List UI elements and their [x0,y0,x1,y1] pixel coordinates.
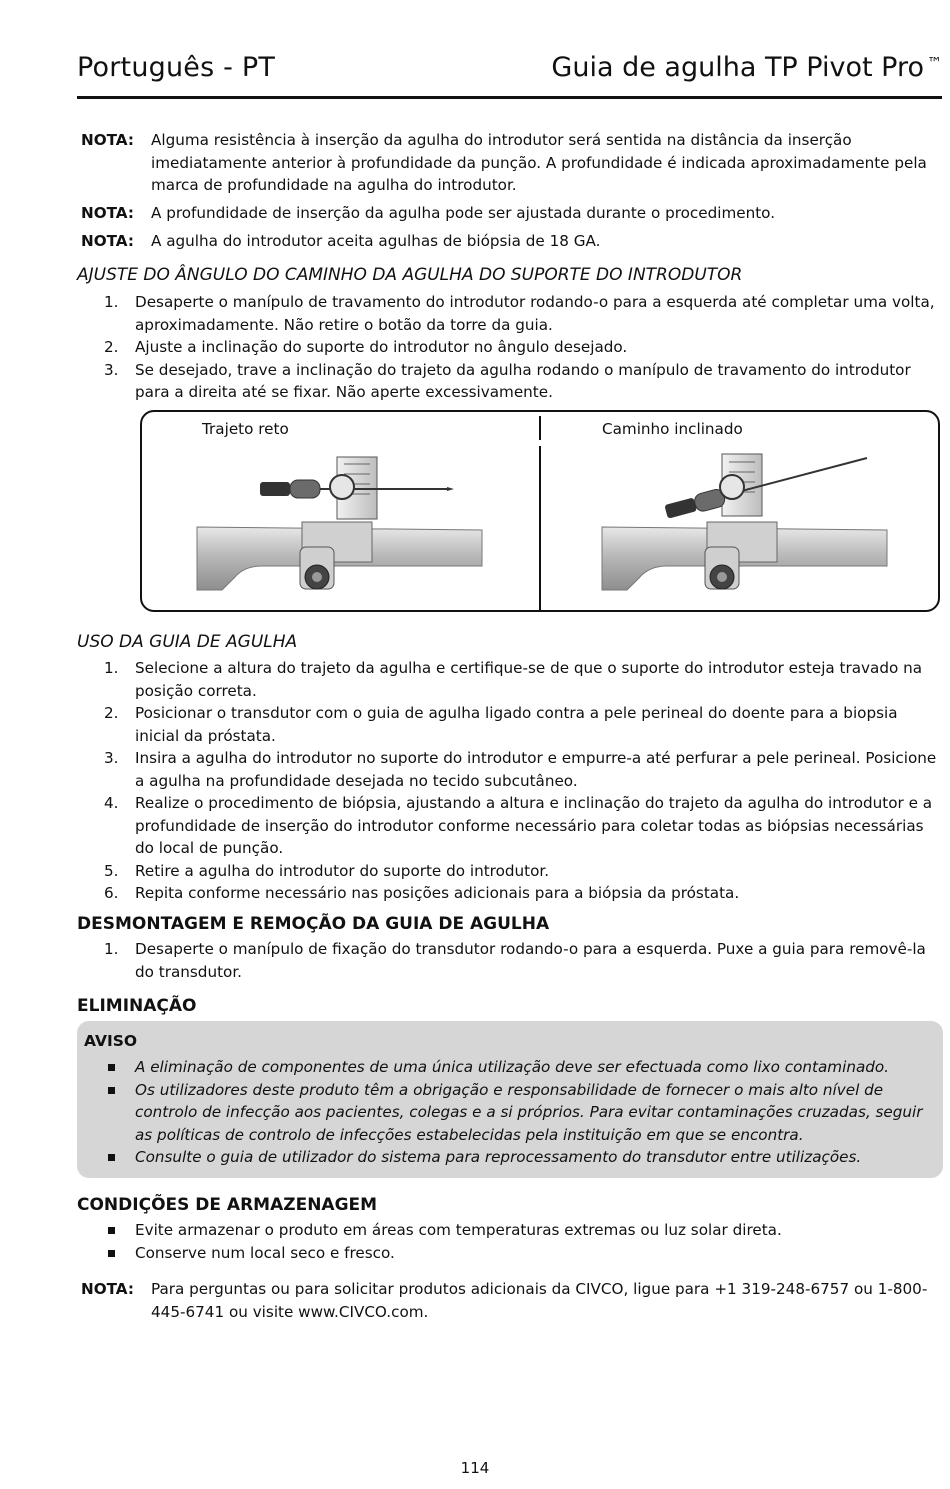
section-heading-removal: DESMONTAGEM E REMOÇÃO DA GUIA DE AGULHA [77,914,550,934]
header-title [551,52,942,83]
bullet-square-icon [108,1064,115,1071]
list-item: Evite armazenar o produto em áreas com temperaturas extremas ou luz solar direta. [106,1219,940,1242]
figure-divider-top [539,416,541,440]
list-item: 3. Se desejado, trave a inclinação do trajeto da agulha rodando o manípulo de travamento do introdutor para a direita até se fixar. Não aperte excessivamente. [104,360,911,401]
note-label: NOTA: [81,232,134,250]
use-steps [104,657,944,905]
bullet-square-icon [108,1154,115,1161]
note-contact [81,1278,940,1323]
bullet-square-icon [108,1227,115,1234]
list-item: Conserve num local seco e fresco. [106,1242,940,1265]
list-item: Consulte o guia de utilizador do sistema para reprocessamento do transdutor entre utilizações. [106,1146,940,1169]
straight-path-illustration [192,442,492,610]
angle-steps [104,291,944,404]
note-label: NOTA: [81,1280,134,1298]
list-item: Os utilizadores deste produto têm a obrigação e responsabilidade de fornecer o mais alto nível de controlo de infecção aos pacientes, colegas e a si próprios. Para evitar contaminações cruzadas, seguir as políticas de controlo de infecções estabelecidas pela instituição em que se encontra. [106,1079,940,1147]
list-item: 2. Posicionar o transdutor com o guia de agulha ligado contra a pele perineal do doente para a biopsia inicial da próstata. [104,704,898,745]
list-item: 1. Selecione a altura do trajeto da agulha e certifique-se de que o suporte do introdutor esteja travado na posição correta. [104,659,923,700]
figure-label-angled: Caminho inclinado [602,420,743,438]
note-text: Para perguntas ou para solicitar produtos adicionais da CIVCO, ligue para +1 319-248-6757 ou 1-800-445-6741 ou visite www.CIVCO.com. [151,1280,928,1321]
section-heading-storage: CONDIÇÕES DE ARMAZENAGEM [77,1195,378,1215]
warning-bullets [106,1056,940,1169]
list-item: A eliminação de componentes de uma única utilização deve ser efectuada como lixo contaminado. [106,1056,940,1079]
trademark-symbol: ™ [927,54,942,72]
bullet-square-icon [108,1250,115,1257]
note-text: Alguma resistência à inserção da agulha do introdutor será sentida na distância da inserção imediatamente anterior à profundidade da punção. A profundidade é indicada aproximadamente pela marca de profundidade na agulha do introdutor. [151,131,927,194]
list-item: 2. Ajuste a inclinação do suporte do introdutor no ângulo desejado. [104,338,628,356]
header-rule [77,96,942,99]
note-resistance [81,129,940,197]
list-item: 5. Retire a agulha do introdutor do suporte do introdutor. [104,861,550,880]
document-title: Guia de agulha TP Pivot Pro [551,52,924,83]
note-text: A agulha do introdutor aceita agulhas de biópsia de 18 GA. [151,232,601,250]
note-text: A profundidade de inserção da agulha pode ser ajustada durante o procedimento. [151,204,776,222]
list-item: 1. Desaperte o manípulo de travamento do introdutor rodando-o para a esquerda até completar uma volta, aproximadamente. Não retire o botão da torre da guia. [104,293,935,334]
needle-path-figure [140,410,940,612]
removal-steps [104,938,944,983]
header-language: Português - PT [77,52,276,83]
figure-label-straight: Trajeto reto [202,420,289,438]
section-heading-use: USO DA GUIA DE AGULHA [77,632,298,652]
storage-bullets [106,1219,940,1264]
warning-title: AVISO [84,1032,138,1050]
list-item: 1. Desaperte o manípulo de fixação do transdutor rodando-o para a esquerda. Puxe a guia para removê-la do transdutor. [104,940,926,981]
list-item: 6. Repita conforme necessário nas posições adicionais para a biópsia da próstata. [104,884,740,902]
list-item: 4. Realize o procedimento de biópsia, ajustando a altura e inclinação do trajeto da agulha do introdutor e a profundidade de inserção do introdutor conforme necessário para coletar todas as biópsias necessárias do local de punção. [104,794,933,857]
note-depth [81,202,940,225]
note-gauge [81,230,940,253]
section-heading-angle: AJUSTE DO ÂNGULO DO CAMINHO DA AGULHA DO SUPORTE DO INTRODUTOR [77,265,743,285]
note-label: NOTA: [81,131,134,149]
angled-path-illustration [597,442,897,610]
page-number: 114 [460,1459,490,1477]
section-heading-disposal: ELIMINAÇÃO [77,996,197,1016]
bullet-square-icon [108,1087,115,1094]
note-label: NOTA: [81,204,134,222]
figure-divider-bottom [539,446,541,610]
list-item: 3. Insira a agulha do introdutor no suporte do introdutor e empurre-a até perfurar a pele perineal. Posicione a agulha na profundidade desejada no tecido subcutâneo. [104,749,937,790]
